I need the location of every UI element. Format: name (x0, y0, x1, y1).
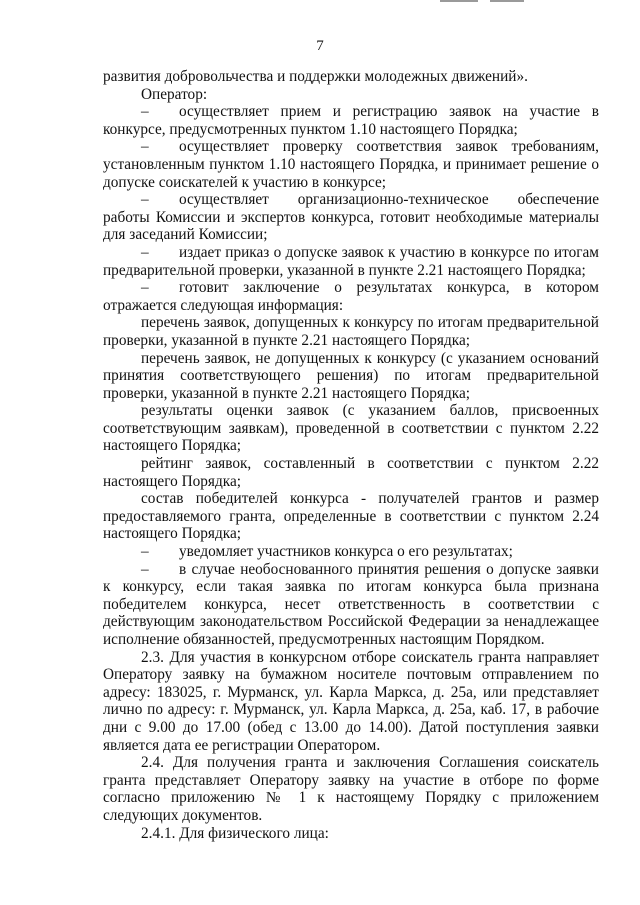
paragraph-text: в случае необоснованного принятия решения о допуске заявки к конкурсу, если такая заявка по итогам конкурса была признана победителем конкурса, несет ответственность в соответствии с действующим законодательством Российской Федерации за ненадлежащее исполнение обязанностей, предусмотренных настоящим Порядком. (103, 560, 599, 648)
dash-marker: – (141, 103, 149, 121)
paragraph-text: готовит заключение о результатах конкурса, в котором отражается следующая информация: (103, 279, 599, 314)
list-item-paragraph (103, 138, 599, 191)
paragraph-text: осуществляет прием и регистрацию заявок на участие в конкурсе, предусмотренных пунктом 1.10 настоящего Порядка; (103, 103, 599, 138)
paragraph-text: осуществляет организационно-техническое обеспечение работы Комиссии и экспертов конкурса, готовит необходимые материалы для заседаний Комиссии; (103, 191, 599, 244)
list-item-paragraph (103, 561, 599, 649)
paragraph-text: издает приказ о допуске заявок к участию в конкурсе по итогам предварительной проверки, указанной в пункте 2.21 настоящего Порядка; (103, 243, 599, 279)
dash-marker: – (141, 543, 149, 561)
scan-edge-marks (440, 0, 530, 4)
dash-marker: – (141, 243, 149, 261)
dash-marker: – (141, 279, 149, 297)
dash-marker: – (141, 138, 149, 156)
paragraph: развития добровольчества и поддержки молодежных движений». (103, 68, 528, 85)
list-item-paragraph (103, 543, 599, 561)
paragraph: 2.4. Для получения гранта и заключения Соглашения соискатель гранта представляет Оператору заявку на участие в отборе по форме согласно приложению № 1 к настоящему Порядку с приложением следующих документов. (103, 754, 599, 824)
paragraph-text: уведомляет участников конкурса о его результатах; (179, 543, 513, 561)
paragraph: перечень заявок, не допущенных к конкурсу (с указанием оснований принятия соответствующего решения) по итогам предварительной проверки, указанной в пункте 2.21 настоящего Порядка; (103, 349, 599, 402)
paragraph: рейтинг заявок, составленный в соответствии с пунктом 2.22 настоящего Порядка; (103, 455, 599, 490)
list-item-paragraph (103, 103, 599, 138)
paragraph: Оператор: (141, 85, 208, 103)
document-body (103, 68, 599, 842)
paragraph-text: осуществляет проверку соответствия заявок требованиям, установленным пунктом 1.10 настоящего Порядка, и принимает решение о допуске соискателей к участию в конкурсе; (103, 138, 599, 191)
paragraph: состав победителей конкурса - получателей грантов и размер предоставляемого гранта, определенные в соответствии с пунктом 2.24 настоящего Порядка; (103, 490, 599, 543)
paragraph: 2.3. Для участия в конкурсном отборе соискатель гранта направляет Оператору заявку на бумажном носителе почтовым отправлением по адресу: 183025, г. Мурманск, ул. Карла Маркса, д. 25а, или представляет лично по адресу: г. Мурманск, ул. Карла Маркса, д. 25а, каб. 17, в рабочие дни с 9.00 до 17.00 (обед с 13.00 до 14.00). Датой поступления заявки является дата ее регистрации Оператором. (103, 648, 599, 754)
list-item-paragraph (103, 244, 599, 279)
paragraph: результаты оценки заявок (с указанием баллов, присвоенных соответствующим заявкам), проведенной в соответствии с пунктом 2.22 настоящего Порядка; (103, 402, 599, 455)
paragraph: 2.4.1. Для физического лица: (141, 824, 329, 842)
dash-marker: – (141, 191, 149, 209)
page-number: 7 (316, 38, 324, 54)
list-item-paragraph (103, 279, 599, 314)
list-item-paragraph (103, 191, 599, 244)
paragraph: перечень заявок, допущенных к конкурсу по итогам предварительной проверки, указанной в пункте 2.21 настоящего Порядка; (103, 314, 599, 349)
dash-marker: – (141, 560, 149, 578)
